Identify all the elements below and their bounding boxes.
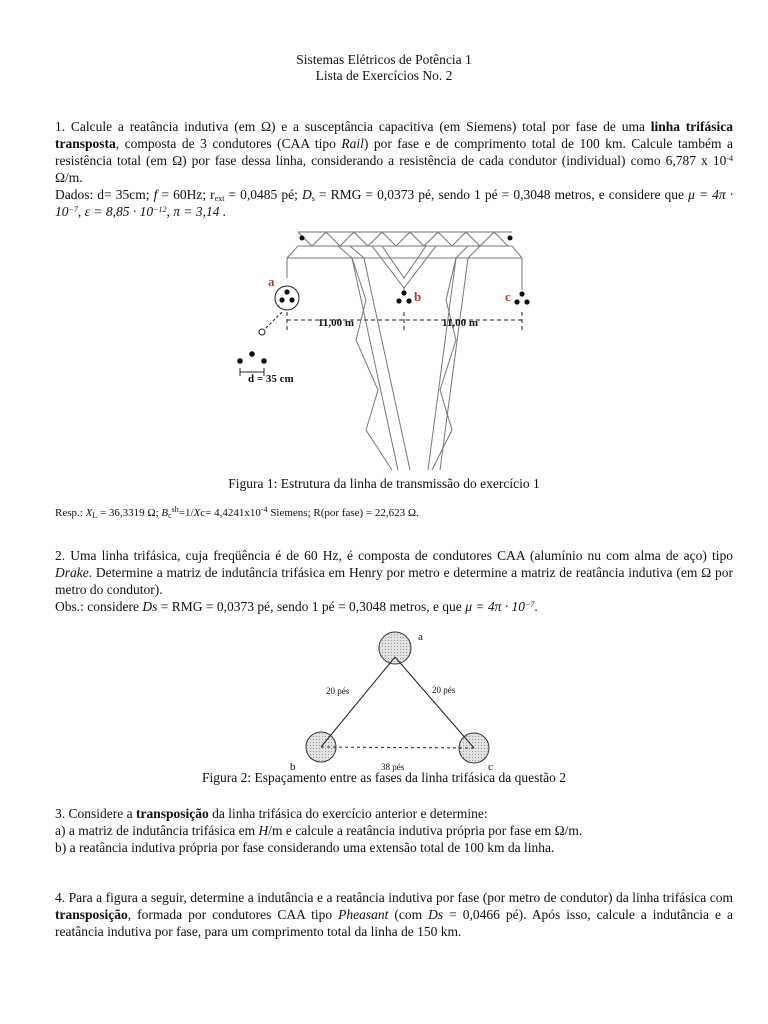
fig2-label-c: c	[488, 761, 493, 773]
fig1-label-b: b	[414, 289, 422, 304]
question-3: 3. Considere a transposição da linha trifásica do exercício anterior e determine: a) a matriz de indutância trifásica em H/m e calcule a reatância indutiva própria por fase em Ω/m. b) a reatância indutiva própria por fase considerando uma extensão total de 100 km da linha.	[55, 806, 583, 855]
fig2-label-a: a	[418, 631, 423, 643]
fig2-label-b: b	[290, 761, 296, 773]
conductor-a	[379, 632, 411, 664]
question-4: 4. Para a figura a seguir, determine a indutância e a reatância indutiva por fase (por metro de condutor) da linha trifásica com transposição, formada por condutores CAA tipo Pheasant (com Ds = 0,0466 pé). Após isso, calcule a indutância e a reatância indutiva por fase, para um comprimento total da linha de 150 km.	[55, 890, 734, 939]
fig2-dist-ac: 20 pés	[432, 685, 456, 695]
fig1-dist-bc: 11,00 m	[442, 317, 479, 329]
list-title: Lista de Exercícios No. 2	[315, 68, 453, 83]
fig2-dist-bc: 38 pés	[381, 762, 405, 772]
figure-2-caption: Figura 2: Espaçamento entre as fases da linha trifásica da questão 2	[202, 770, 566, 785]
fig1-label-a: a	[268, 274, 275, 289]
fig1-d-label: d = 35 cm	[248, 373, 294, 385]
fig2-dist-ab: 20 pés	[326, 686, 350, 696]
question-1-answer: Resp.: $X_L = 36,3319$ Ω; $B_c^{sh}=1/Xc= 4,4241x10^{-4}$ Siemens; R(por fase) = 22,623 Ω.	[55, 505, 419, 520]
question-2: 2. Uma linha trifásica, cuja freqüência é de 60 Hz, é composta de condutores CAA (alumínio nu com alma de aço) tipo Drake. Determine a matriz de indutância trifásica em Henry por metro e determine a matriz de reatância indutiva (em Ω por metro do condutor). Obs.: considere Ds = RMG = 0,0373 pé, sendo 1 pé = 0,3048 metros, e que $\mu = 4\pi \cdot 10^{-7}$.	[55, 548, 733, 614]
figure-1-caption: Figura 1: Estrutura da linha de transmissão do exercício 1	[228, 476, 540, 491]
fig1-label-c: c	[505, 289, 511, 304]
question-1: 1. Calcule a reatância indutiva (em Ω) e a susceptância capacitiva (em Siemens) total por fase de uma linha trifásica transposta, composta de 3 condutores (CAA tipo Rail) por fase e de comprimento total de 100 km. Calcule também a resistência total (em Ω) por fase dessa linha, considerando a resistência de cada condutor (individual) como 6,787 x $10^{-4}$ Ω/m. Dados: d= 35cm; f = 60Hz; $r_{ext} = 0,0485$ pé; $D_s$ = RMG = 0,0373 pé, sendo 1 pé = 0,3048 metros, e considere que $\mu = 4\pi \cdot 10^{-7}$, $\varepsilon = 8,85 \cdot 10^{-12}$, π = 3,14 .	[55, 119, 734, 219]
fig1-dist-ab: 11,00 m	[318, 317, 355, 329]
course-title: Sistemas Elétricos de Potência 1	[296, 52, 472, 67]
